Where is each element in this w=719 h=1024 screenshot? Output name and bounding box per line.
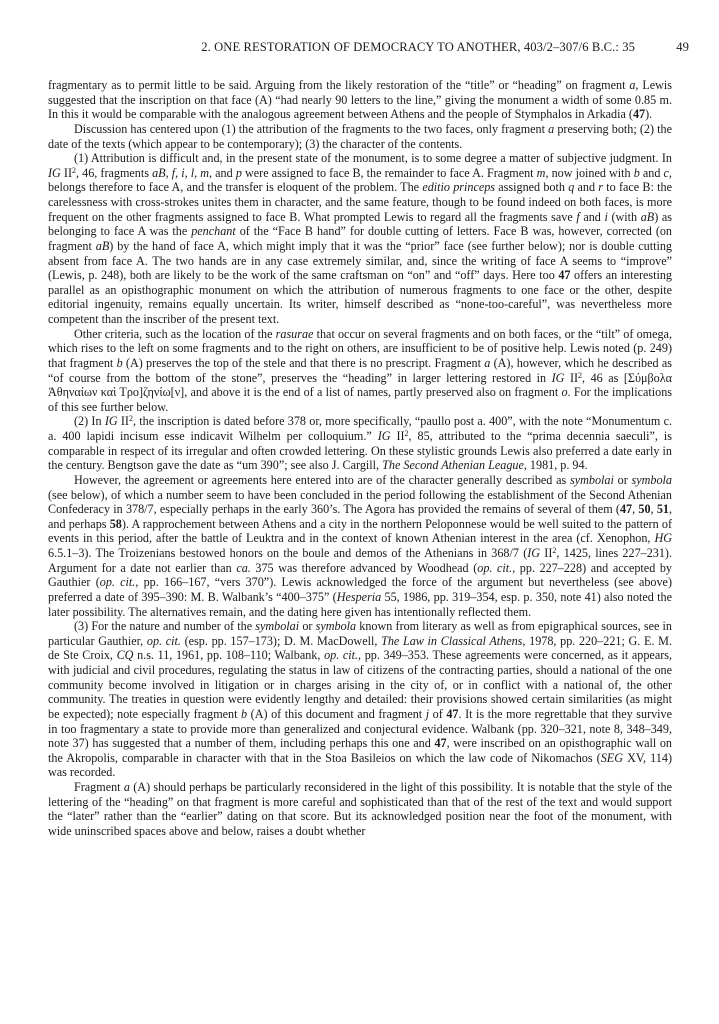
page-number: 49 <box>676 40 689 54</box>
paragraph: (1) Attribution is difficult and, in the present state of the monument, is to some degree a matter of subjective judgment. In IG $II^2$, 46, fragments aB, f, i, l, m, and p were assigned to face B, the remainder to face A. Fragment m, now joined with b and c, belongs therefore to face A, and the transfer is eloquent of the problem. The editio princeps assigned both q and r to face B: the carelessness with cross-strokes unites them in character, and the same feature, though to be found indeed on both faces, is more frequent on the other fragments assigned to face B. What prompted Lewis to regard all the fragments save f and i (with aB) as belonging to face A was the penchant of the “Face B hand” for double cutting of letters. Face B was, however, corrected (on fragment aB) by the hand of face A, which might imply that it was the “prior” face (see further below); nor is double cutting absent from face A. The two hands are in any case extremely similar, and, since the writing of face A seems to “improve” (Lewis, p. 248), both are likely to be the work of the same craftsman on “on” and “off” days. Here too 47 offers an interesting parallel as an opisthographic monument on which the attribution of numerous fragments to one face or the other, despite editorial ingenuity, remains equally uncertain. Its writer, himself described as “none-too-careful”, was nevertheless more competent than the inscriber of the present text. <box>48 151 672 326</box>
page-header <box>48 40 689 60</box>
paragraph: However, the agreement or agreements here entered into are of the character generally described as symbolai or symbola (see below), of which a number seem to have been concluded in the period following the establishment of the Second Athenian Confederacy in 378/7, especially perhaps in the early 360’s. The Agora has provided the remains of several of them (47, 50, 51, and perhaps 58). A rapprochement between Athens and a city in the northern Peloponnese would be well suited to the pattern of events in this period, after the battle of Leuktra and in the context of known Athenian interest in the area (cf. Xenophon, HG 6.5.1–3). The Troizenians bestowed honors on the boule and demos of the Athenians in 368/7 (IG $II^2$, 1425, lines 227–231). Argument for a date not earlier than ca. 375 was therefore advanced by Woodhead (op. cit., pp. 227–228) and accepted by Gauthier (op. cit., pp. 166–167, “vers 370”). Lewis acknowledged the force of the argument but nevertheless (see above) preferred a date of 395–390: M. B. Walbank’s “400–375” (Hesperia 55, 1986, pp. 319–354, esp. p. 350, note 41) also noted the later possibility. The alternatives remain, and the dating here given has intentionally reflected them. <box>48 472 673 619</box>
running-head: 2. ONE RESTORATION OF DEMOCRACY TO ANOTHER, 403/2–307/6 B.C.: 35 <box>201 40 635 54</box>
paragraph: Fragment a (A) should perhaps be particularly reconsidered in the light of this possibility. It is notable that the style of the lettering of the “heading” on that fragment is more careful and sophisticated than that of the rest of the text and would support the “later” rather than the “earlier” dating on that score. But its acknowledged position near the foot of the monument, with wide uninscribed spaces above and below, raises a doubt whether <box>48 780 672 838</box>
body-text <box>48 78 672 839</box>
paragraph: Other criteria, such as the location of the rasurae that occur on several fragments and on both faces, or the “tilt” of omega, which rises to the left on some fragments and to the right on others, are insufficient to be of positive help. Lewis noted (p. 249) that fragment b (A) preserves the top of the stele and that there is no prescript. Fragment a (A), however, which he described as “of course from the bottom of the stone”, preserves the “heading” in larger lettering restored in IG $II^2$, 46 as [Σύμβολα Ἀθηναίων καὶ Τρο]ζηνίω[ν], and above it is the end of a list of names, partly preserved also on fragment o. For the implications of this see further below. <box>48 326 672 414</box>
paragraph: (3) For the nature and number of the symbolai or symbola known from literary as well as from epigraphical sources, see in particular Gauthier, op. cit. (esp. pp. 157–173); D. M. MacDowell, The Law in Classical Athens, 1978, pp. 220–221; G. E. M. de Ste Croix, CQ n.s. 11, 1961, pp. 108–110; Walbank, op. cit., pp. 349–353. These agreements were concerned, as it appears, with judicial and civil procedures, regulating the status in law of citizens of the contracting parties, should a national of the one community become involved in litigation or in charges arising in the city of, or in conflict with a national of, the other community. The treaties in question were evidently lengthy and detailed: their provisions showed certain similarities (as might be expected); note especially fragment b (A) of this document and fragment j of 47. It is the more regrettable that they survive in too fragmentary a state to provide more than generalized and conjectural evidence. Walbank (pp. 320–321, note 8, 348–349, note 37) has suggested that a number of them, including perhaps this one and 47, were inscribed on an opisthographic wall on the Akropolis, comparable in character with that in the Stoa Basileios on which the law code of Nikomachos (SEG XV, 114) was recorded. <box>48 619 673 780</box>
paragraph: (2) In IG $II^2$, the inscription is dated before 378 or, more specifically, “paullo post a. 400”, with the note “Monumentum c. a. 400 lapidi incisum esse indicavit Wilhelm per colloquium.” IG $II^2$, 85, attributed to the “prima decennia saeculi”, is comparable in respect of its irregular and often crowded lettering. On these stylistic grounds Lewis also preferred a date early in the century. Bengtson gave the date as “um 390”; see also J. Cargill, The Second Athenian League, 1981, p. 94. <box>48 414 672 473</box>
paragraph: Discussion has centered upon (1) the attribution of the fragments to the two faces, only fragment a preserving both; (2) the date of the texts (which appear to be contemporary); (3) the character of the contents. <box>48 121 672 151</box>
paragraph: fragmentary as to permit little to be said. Arguing from the likely restoration of the “title” or “heading” on fragment a, Lewis suggested that the inscription on that face (A) “had nearly 90 letters to the line,” giving the monument a width of some 0.85 m. In this it would be comparable with the analogous agreement between Athens and the people of Stymphalos in Arkadia (47). <box>48 78 672 122</box>
